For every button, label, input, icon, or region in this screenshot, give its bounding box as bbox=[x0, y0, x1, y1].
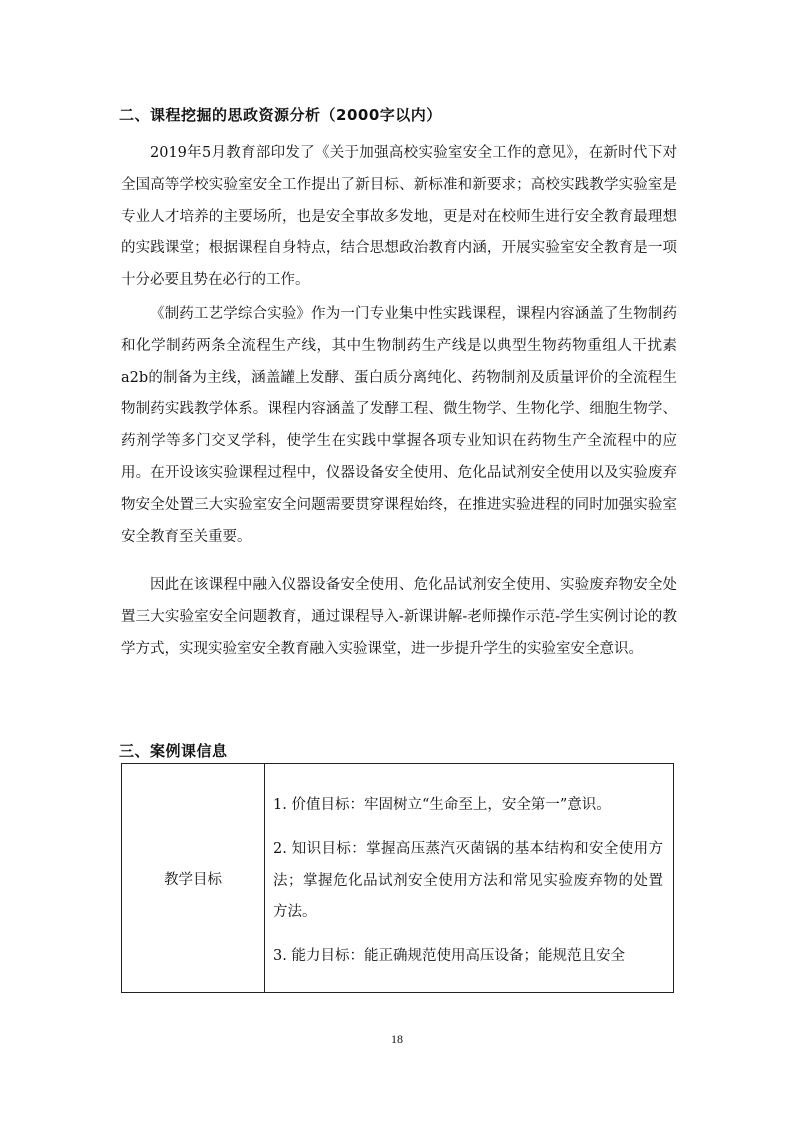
body-paragraph: 2019年5月教育部印发了《关于加强高校实验室安全工作的意见》，在新时代下对全国高等学校实验室安全工作提出了新目标、新标准和新要求；高校实践教学实验室是专业人才培养的主要场所，也是安全事故多发地，更是对在校师生进行安全教育最理想的实践课堂；根据课程自身特点，结合思想政治教育内涵，开展实验室安全教育是一项十分必要且势在必行的工作。 bbox=[121, 145, 677, 289]
section-heading-case-info: 三、案例课信息 bbox=[119, 742, 228, 760]
goal-ability: 3. 能力目标：能正确规范使用高压设备；能规范且安全 bbox=[273, 948, 625, 965]
body-paragraph: 因此在该课程中融入仪器设备安全使用、危化品试剂安全使用、实验废弃物安全处置三大实验室安全问题教育，通过课程导入-新课讲解-老师操作示范-学生实例讨论的教学方式，实现实验室安全教育融入实验课堂，进一步提升学生的实验室安全意识。 bbox=[121, 577, 677, 657]
table-label-teaching-goals: 教学目标 bbox=[122, 764, 265, 993]
page-number: 18 bbox=[391, 1032, 403, 1046]
section-heading-ideological-resources: 二、课程挖掘的思政资源分析（2000字以内） bbox=[119, 106, 442, 124]
table-content-teaching-goals bbox=[265, 764, 674, 993]
case-info-table bbox=[121, 763, 674, 993]
goal-knowledge: 2. 知识目标：掌握高压蒸汽灭菌锅的基本结构和安全使用方法；掌握危化品试剂安全使用方法和常见实验废弃物的处置方法。 bbox=[273, 840, 663, 921]
body-paragraph: 《制药工艺学综合实验》作为一门专业集中性实践课程，课程内容涵盖了生物制药和化学制药两条全流程生产线，其中生物制药生产线是以典型生物药物重组人干扰素a2b的制备为主线，涵盖罐上发酵、蛋白质分离纯化、药物制剂及质量评价的全流程生物制药实践教学体系。课程内容涵盖了发酵工程、微生物学、生物化学、细胞生物学、药剂学等多门交叉学科，使学生在实践中掌握各项专业知识在药物生产全流程中的应用。在开设该实验课程过程中，仪器设备安全使用、危化品试剂安全使用以及实验废弃物安全处置三大实验室安全问题需要贯穿课程始终，在推进实验进程的同时加强实验室安全教育至关重要。 bbox=[121, 306, 677, 545]
table-row bbox=[122, 764, 674, 993]
goal-value: 1. 价值目标：牢固树立“生命至上，安全第一”意识。 bbox=[273, 797, 611, 813]
